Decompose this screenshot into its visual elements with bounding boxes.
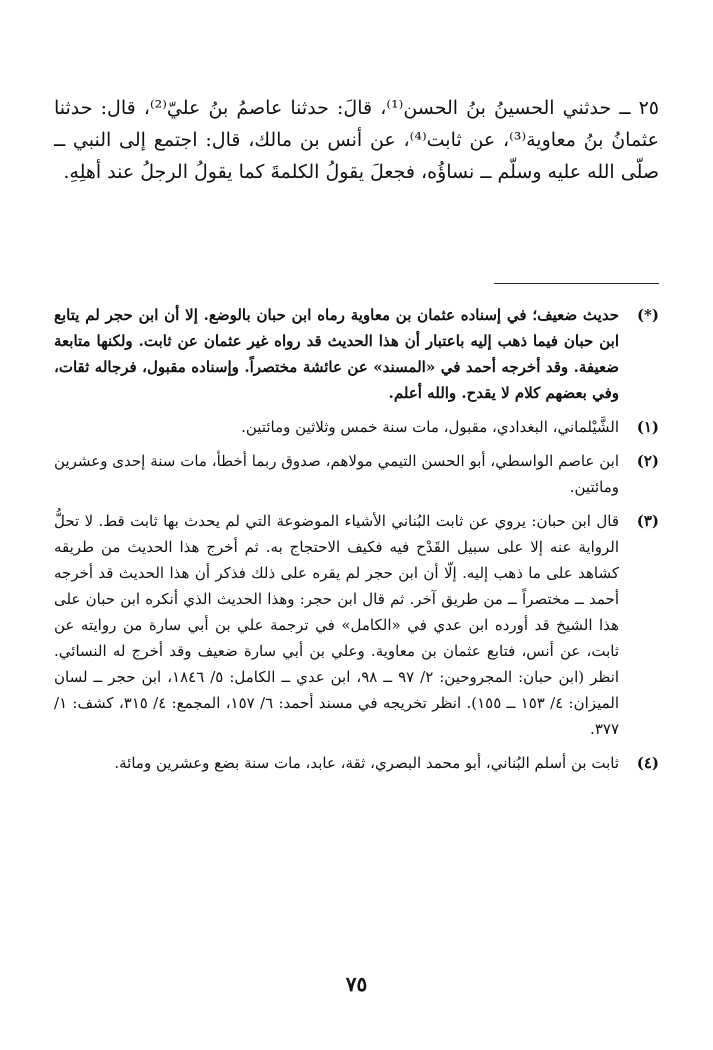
footnote-text: ابن عاصم الواسطي، أبو الحسن التيمي مولاهم، صدوق ربما أخطأ، مات سنة إحدى وعشرين ومائتين. bbox=[54, 452, 619, 496]
footnotes-section bbox=[54, 302, 659, 784]
footnote-mark: (٢) bbox=[636, 452, 659, 470]
footnote-text: الشَّيْلماني، البغدادي، مقبول، مات سنة خمس وثلاثين ومائتين. bbox=[241, 418, 619, 436]
footnote-mark: (٣) bbox=[636, 512, 659, 530]
main-text-block bbox=[54, 92, 659, 188]
footnote-mark: (*) bbox=[636, 306, 659, 324]
footnote-star bbox=[54, 302, 659, 406]
page-number: ٧٥ bbox=[345, 972, 368, 996]
footnote-text: ثابت بن أسلم البُناني، أبو محمد البصري، ثقة، عابد، مات سنة بضع وعشرين ومائة. bbox=[114, 754, 619, 772]
document-page bbox=[54, 0, 659, 1050]
footnote-4 bbox=[54, 750, 659, 776]
footnote-2 bbox=[54, 448, 659, 500]
footnote-text: حديث ضعيف؛ في إسناده عثمان بن معاوية رماه ابن حبان بالوضع. إلا أن ابن حجر لم يتابع ابن حبان فيما ذهب إليه باعتبار أن هذا الحديث قد رواه غير عثمان عن ثابت. ولكنها متابعة ضعيفة. وقد أخرجه أحمد في «المسند» عن عائشة مختصراً. وإسناده مقبول، فرجاله ثقات، وفي بعضهم كلام لا يقدح. والله أعلم. bbox=[54, 306, 619, 402]
footnote-mark: (١) bbox=[636, 418, 659, 436]
hadith-paragraph: ٢٥ ــ حدثني الحسينُ بنُ الحسن⁽¹⁾، قالَ: حدثنا عاصمُ بنُ عليّ⁽²⁾، قال: حدثنا عثمانُ بنُ معاوية⁽³⁾، عن ثابت⁽⁴⁾، عن أنس بن مالك، قال: اجتمع إلى النبي ــ صلّى الله عليه وسلّم ــ نساؤُه، فجعلَ يقولُ الكلمةَ كما يقولُ الرجلُ عند أهلِهِ. bbox=[54, 97, 659, 183]
footnote-separator bbox=[494, 283, 659, 284]
footnote-mark: (٤) bbox=[636, 754, 659, 772]
footnote-3 bbox=[54, 508, 659, 742]
footnote-1 bbox=[54, 414, 659, 440]
footnote-text: قال ابن حبان: يروي عن ثابت البُناني الأشياء الموضوعة التي لم يحدث بها ثابت قط. لا تحلُّ الرواية عنه إلا على سبيل القَدْح فيه فكيف الاحتجاج به. ثم أخرج هذا الحديث من طريقه كشاهد على ما ذهب إليه. إلّا أن ابن حجر لم يقره على ذلك فذكر أن هذا الحديث قد أخرجه أحمد ــ مختصراً ــ من طريق آخر. ثم قال ابن حجر: وهذا الحديث الذي أنكره ابن حبان على هذا الشيخ قد أورده ابن عدي في «الكامل» في ترجمة علي بن أبي سارة من روايته عن ثابت، عن أنس، فتابع عثمان بن معاوية. وعلي بن أبي سارة ضعيف وقد أخرج له النسائي. انظر (ابن حبان: المجروحين: ٢/ ٩٧ ــ ٩٨، ابن عدي ــ الكامل: ٥/ ١٨٤٦، ابن حجر ــ لسان الميزان: ٤/ ١٥٣ ــ ١٥٥). انظر تخريجه في مسند أحمد: ٦/ ١٥٧، المجمع: ٤/ ٣١٥، كشف: ١/ ٣٧٧. bbox=[54, 512, 620, 738]
